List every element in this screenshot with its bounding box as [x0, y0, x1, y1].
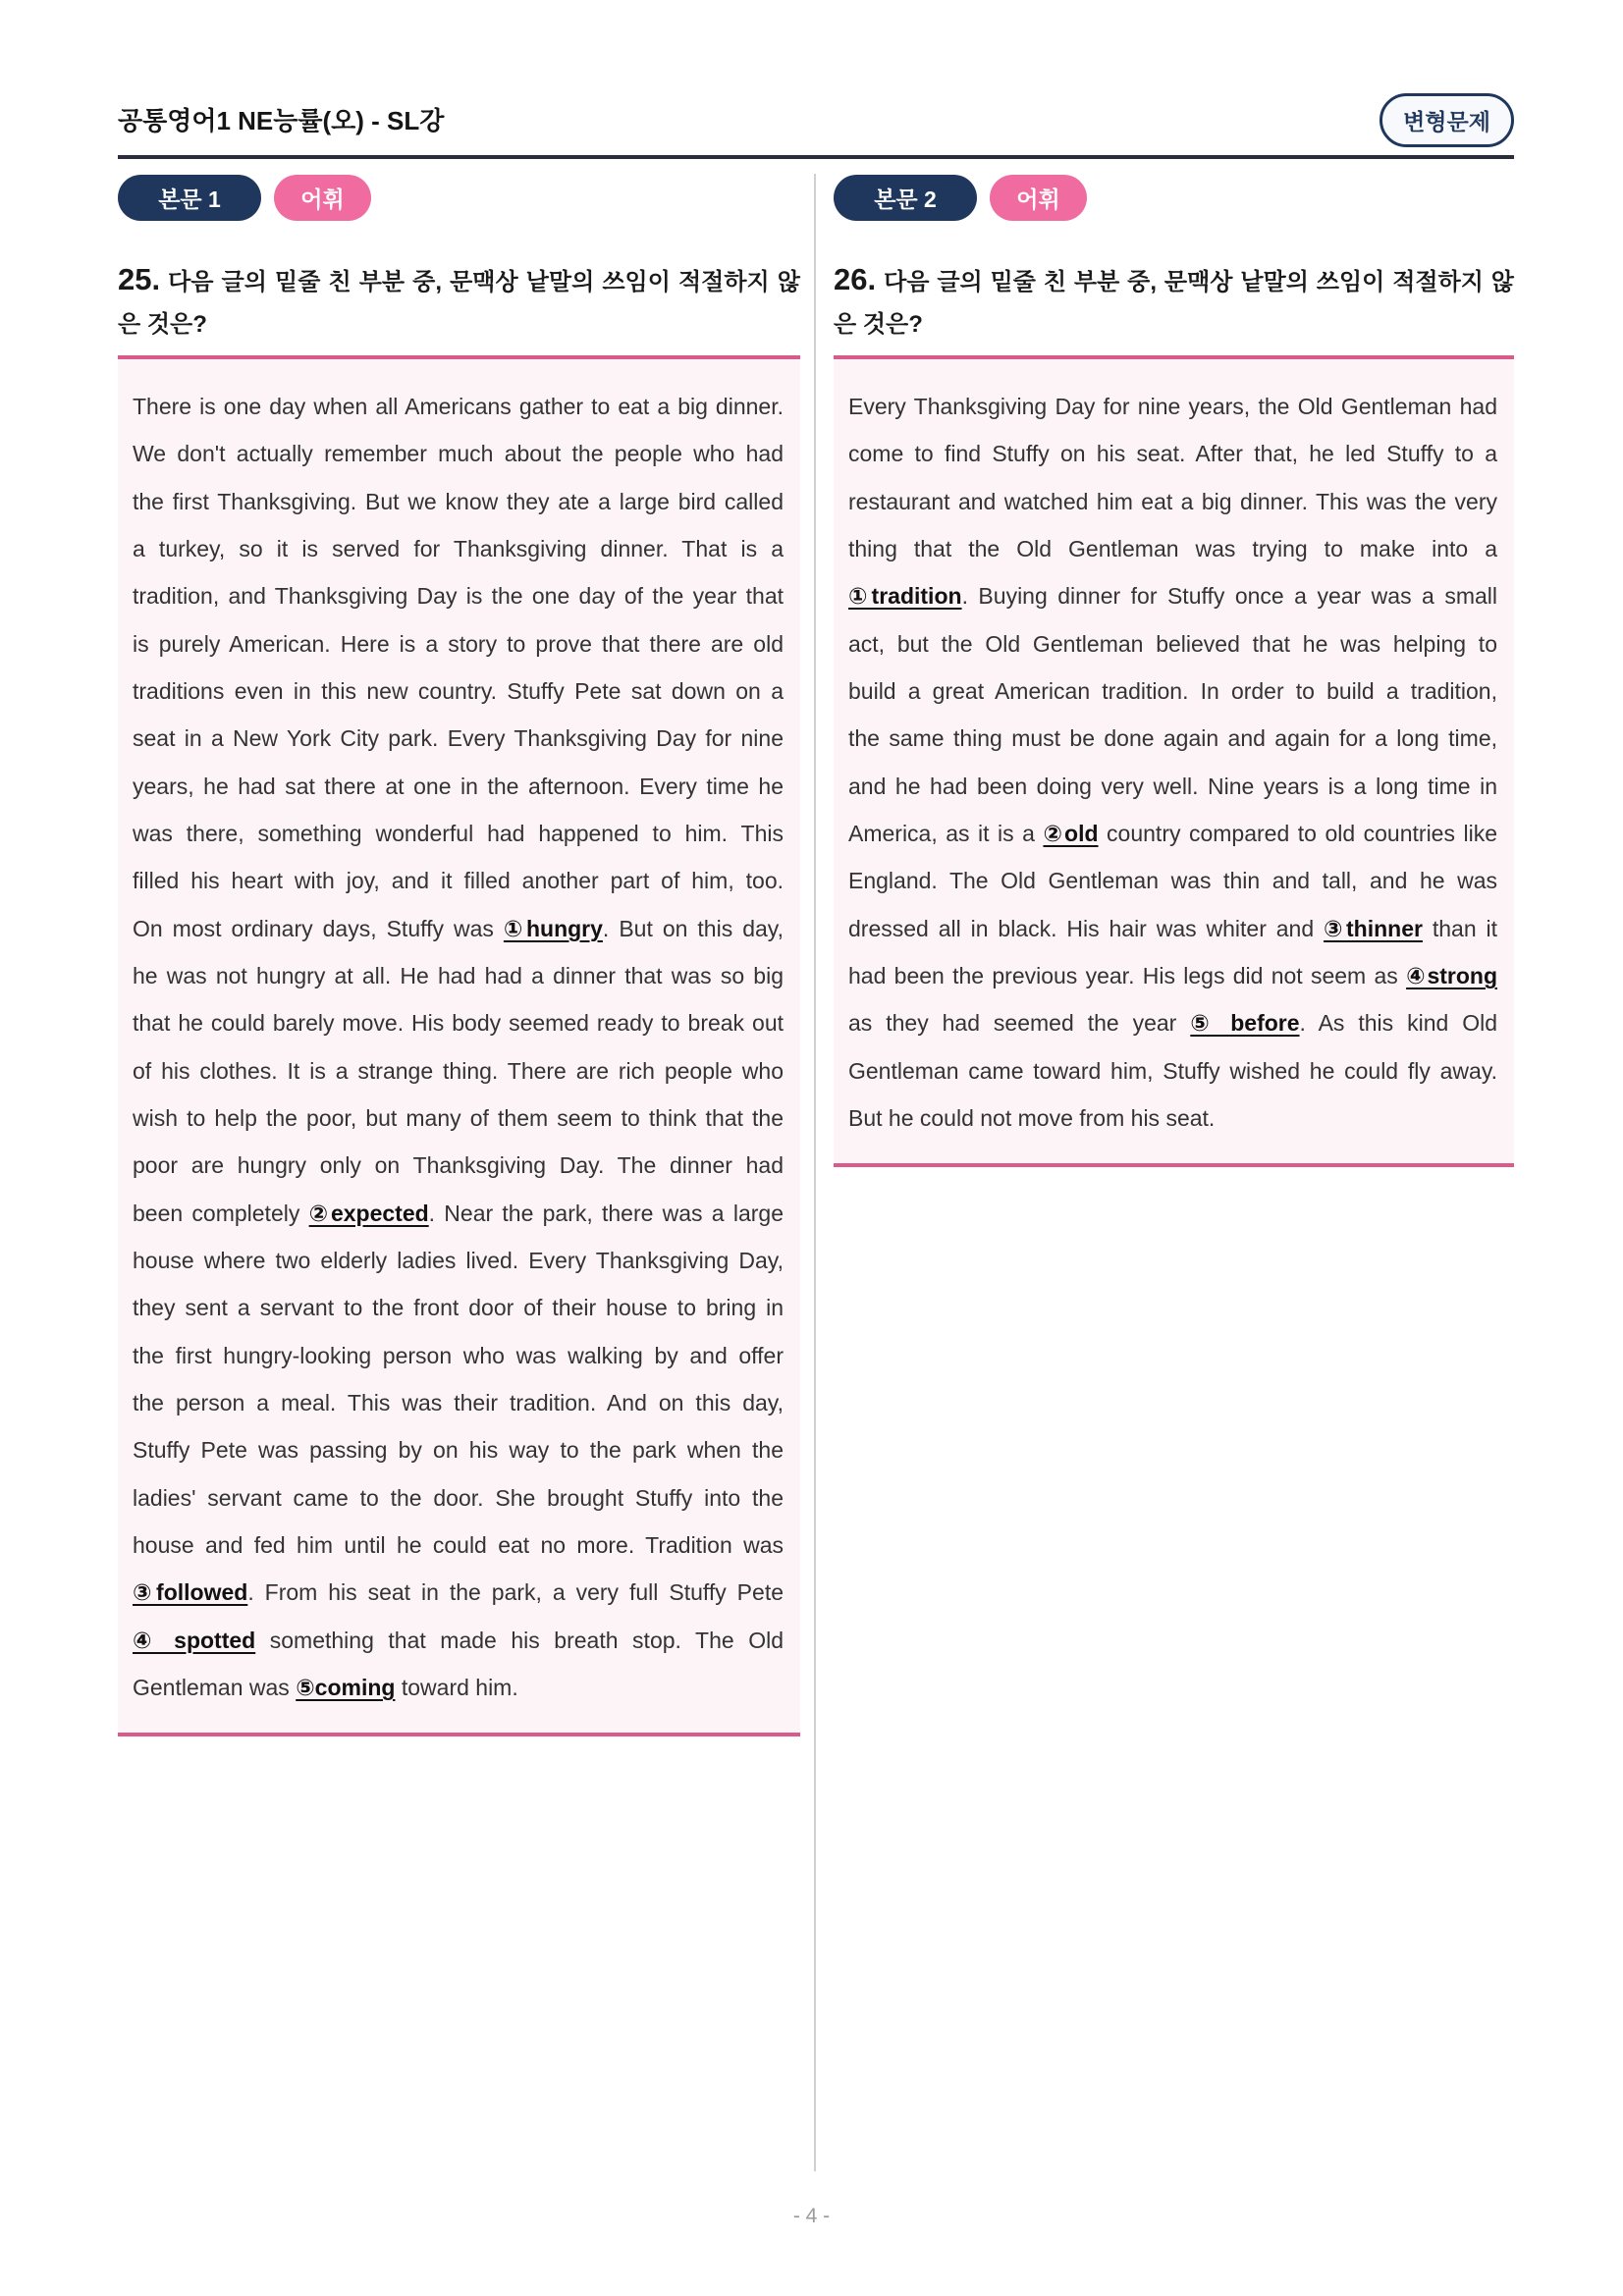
passage-line: [133, 667, 784, 715]
passage-box: [834, 355, 1514, 1167]
passage-line: [848, 857, 1497, 904]
passage-text: a turkey, so it is served for Thanksgiving dinner. That is a: [133, 535, 784, 561]
passage-text: toward him.: [395, 1674, 518, 1700]
passage-line: [133, 1237, 784, 1284]
passage-line: [133, 763, 784, 810]
passage-text: the person a meal. This was their tradition. And on this day,: [133, 1389, 784, 1415]
passage-text: come to find Stuffy on his seat. After that, he led Stuffy to a: [848, 441, 1497, 467]
question-text: 다음 글의 밑줄 친 부분 중, 문맥상 낱말의 쓰임이 적절하지 않은 것은?: [834, 269, 1514, 338]
passage-text: something that made his breath stop. The Old: [255, 1627, 784, 1653]
passage-box: [118, 355, 800, 1736]
passage-text: house where two elderly ladies lived. Every Thanksgiving Day,: [133, 1247, 784, 1273]
passage-line: [848, 715, 1497, 762]
underlined-choice: ②old: [1043, 820, 1099, 846]
passage-text: England. The Old Gentleman was thin and tall, and he was: [848, 868, 1497, 894]
passage-text: they sent a servant to the front door of their house to bring in: [133, 1295, 784, 1321]
document-title: 공통영어1 NE능률(오) - SL강: [118, 106, 445, 135]
passage-text: the first Thanksgiving. But we know they ate a large bird called: [133, 488, 784, 514]
passage-text: Stuffy Pete was passing by on his way to the park when the: [133, 1437, 784, 1464]
passage-text: filled his heart with joy, and it filled another part of him, too.: [133, 868, 784, 894]
passage-line: [133, 1142, 784, 1189]
question-type-tag: 어휘: [990, 175, 1087, 221]
tag-row: [834, 175, 1087, 221]
passage-line: [133, 1332, 784, 1379]
column-divider: [814, 174, 816, 2171]
passage-text: the same thing must be done again and again for a long time,: [848, 725, 1497, 752]
passage-line: [848, 1047, 1497, 1095]
passage-line: [133, 810, 784, 857]
page-number: - 4 -: [792, 2205, 831, 2227]
passage-tag: 본문 1: [118, 175, 261, 221]
passage-text: dressed all in black. His hair was whiter and: [848, 915, 1325, 941]
passage-line: [133, 1379, 784, 1426]
question-type-tag: 어휘: [274, 175, 371, 221]
passage-text: tradition, and Thanksgiving Day is the one day of the year that: [133, 583, 784, 610]
passage-line: [133, 1047, 784, 1095]
passage-line: [133, 572, 784, 619]
passage-text: house and fed him until he could eat no more. Tradition was: [133, 1531, 784, 1558]
passage-line: [133, 1426, 784, 1473]
passage-tag: 본문 2: [834, 175, 977, 221]
passage-text: traditions even in this new country. Stuffy Pete sat down on a: [133, 677, 784, 704]
passage-text: Gentleman was: [133, 1674, 297, 1700]
passage-text: build a great American tradition. In order to build a tradition,: [848, 677, 1497, 704]
passage-text: been completely: [133, 1200, 309, 1226]
passage-text: . Buying dinner for Stuffy once a year was a small: [961, 583, 1497, 610]
passage-text: . As this kind Old: [1299, 1010, 1497, 1037]
passage-line: [848, 572, 1497, 619]
passage-line: [848, 999, 1497, 1046]
tag-row: [118, 175, 371, 221]
passage-text: wish to help the poor, but many of them seem to think that the: [133, 1104, 784, 1131]
passage-text: poor are hungry only on Thanksgiving Day. The dinner had: [133, 1152, 784, 1179]
passage-line: [133, 383, 784, 430]
passage-line: [848, 383, 1497, 430]
passage-line: [133, 999, 784, 1046]
passage-line: [848, 952, 1497, 999]
underlined-choice: ④ spotted: [133, 1627, 256, 1653]
passage-line: [133, 525, 784, 572]
underlined-choice: ①tradition: [848, 583, 962, 610]
variant-badge: 변형문제: [1380, 93, 1514, 147]
underlined-choice: ①hungry: [503, 915, 603, 941]
passage-line: [133, 478, 784, 525]
question-prompt: [118, 258, 800, 346]
passage-line: [133, 1474, 784, 1522]
passage-text: On most ordinary days, Stuffy was: [133, 915, 504, 941]
passage-text: . Near the park, there was a large: [428, 1200, 784, 1226]
passage-line: [848, 478, 1497, 525]
passage-text: was there, something wonderful had happened to him. This: [133, 820, 784, 846]
passage-line: [848, 525, 1497, 572]
passage-text: Gentleman came toward him, Stuffy wished he could fly away.: [848, 1057, 1497, 1084]
passage-line: [848, 667, 1497, 715]
passage-text: restaurant and watched him eat a big dinner. This was the very: [848, 488, 1497, 514]
passage-text: thing that the Old Gentleman was trying to make into a: [848, 535, 1497, 561]
underlined-choice: ⑤ before: [1190, 1010, 1300, 1037]
passage-line: [133, 952, 784, 999]
header-rule: [118, 155, 1514, 159]
underlined-choice: ③followed: [133, 1579, 248, 1606]
question-prompt: [834, 258, 1514, 346]
underlined-choice: ⑤coming: [296, 1674, 396, 1700]
passage-line: [133, 620, 784, 667]
passage-text: We don't actually remember much about the people who had: [133, 441, 784, 467]
passage-text: Every Thanksgiving Day for nine years, the Old Gentleman had: [848, 394, 1497, 419]
passage-line: [133, 1664, 784, 1711]
passage-line: [133, 1569, 784, 1616]
passage-text: . But on this day,: [602, 915, 784, 941]
passage-line: [133, 715, 784, 762]
passage-line: [133, 1095, 784, 1142]
passage-text: than it: [1422, 915, 1497, 941]
passage-text: seat in a New York City park. Every Thanksgiving Day for nine: [133, 725, 784, 752]
passage-text: that he could barely move. His body seemed ready to break out: [133, 1010, 784, 1037]
passage-text: . From his seat in the park, a very full Stuffy Pete: [247, 1579, 784, 1606]
passage-line: [848, 810, 1497, 857]
passage-text: But he could not move from his seat.: [848, 1104, 1216, 1131]
underlined-choice: ④strong: [1406, 962, 1497, 988]
passage-text: he was not hungry at all. He had had a dinner that was so big: [133, 962, 784, 988]
question-number: 25.: [118, 262, 161, 296]
question-text: 다음 글의 밑줄 친 부분 중, 문맥상 낱말의 쓰임이 적절하지 않은 것은?: [118, 269, 800, 338]
passage-line: [133, 1617, 784, 1664]
passage-text: America, as it is a: [848, 820, 1044, 846]
underlined-choice: ③thinner: [1324, 915, 1423, 941]
passage-line: [133, 857, 784, 904]
passage-text: the first hungry-looking person who was walking by and offer: [133, 1342, 784, 1368]
passage-text: years, he had sat there at one in the afternoon. Every time he: [133, 773, 784, 799]
passage-line: [133, 905, 784, 952]
passage-text: act, but the Old Gentleman believed that he was helping to: [848, 630, 1497, 657]
passage-text: country compared to old countries like: [1098, 820, 1497, 846]
passage-text: of his clothes. It is a strange thing. There are rich people who: [133, 1057, 784, 1084]
passage-line: [848, 1095, 1497, 1142]
underlined-choice: ②expected: [308, 1200, 429, 1226]
passage-line: [848, 905, 1497, 952]
passage-text: and he had been doing very well. Nine years is a long time in: [848, 773, 1497, 799]
passage-line: [848, 430, 1497, 477]
passage-line: [133, 1190, 784, 1237]
passage-text: ladies' servant came to the door. She brought Stuffy into the: [133, 1484, 784, 1511]
passage-text: There is one day when all Americans gather to eat a big dinner.: [133, 394, 784, 419]
passage-text: as they had seemed the year: [848, 1010, 1191, 1037]
passage-line: [848, 763, 1497, 810]
passage-text: is purely American. Here is a story to prove that there are old: [133, 630, 784, 657]
passage-line: [133, 1522, 784, 1569]
passage-line: [133, 430, 784, 477]
passage-line: [133, 1284, 784, 1331]
passage-text: had been the previous year. His legs did not seem as: [848, 962, 1407, 988]
question-number: 26.: [834, 262, 877, 296]
passage-line: [848, 620, 1497, 667]
